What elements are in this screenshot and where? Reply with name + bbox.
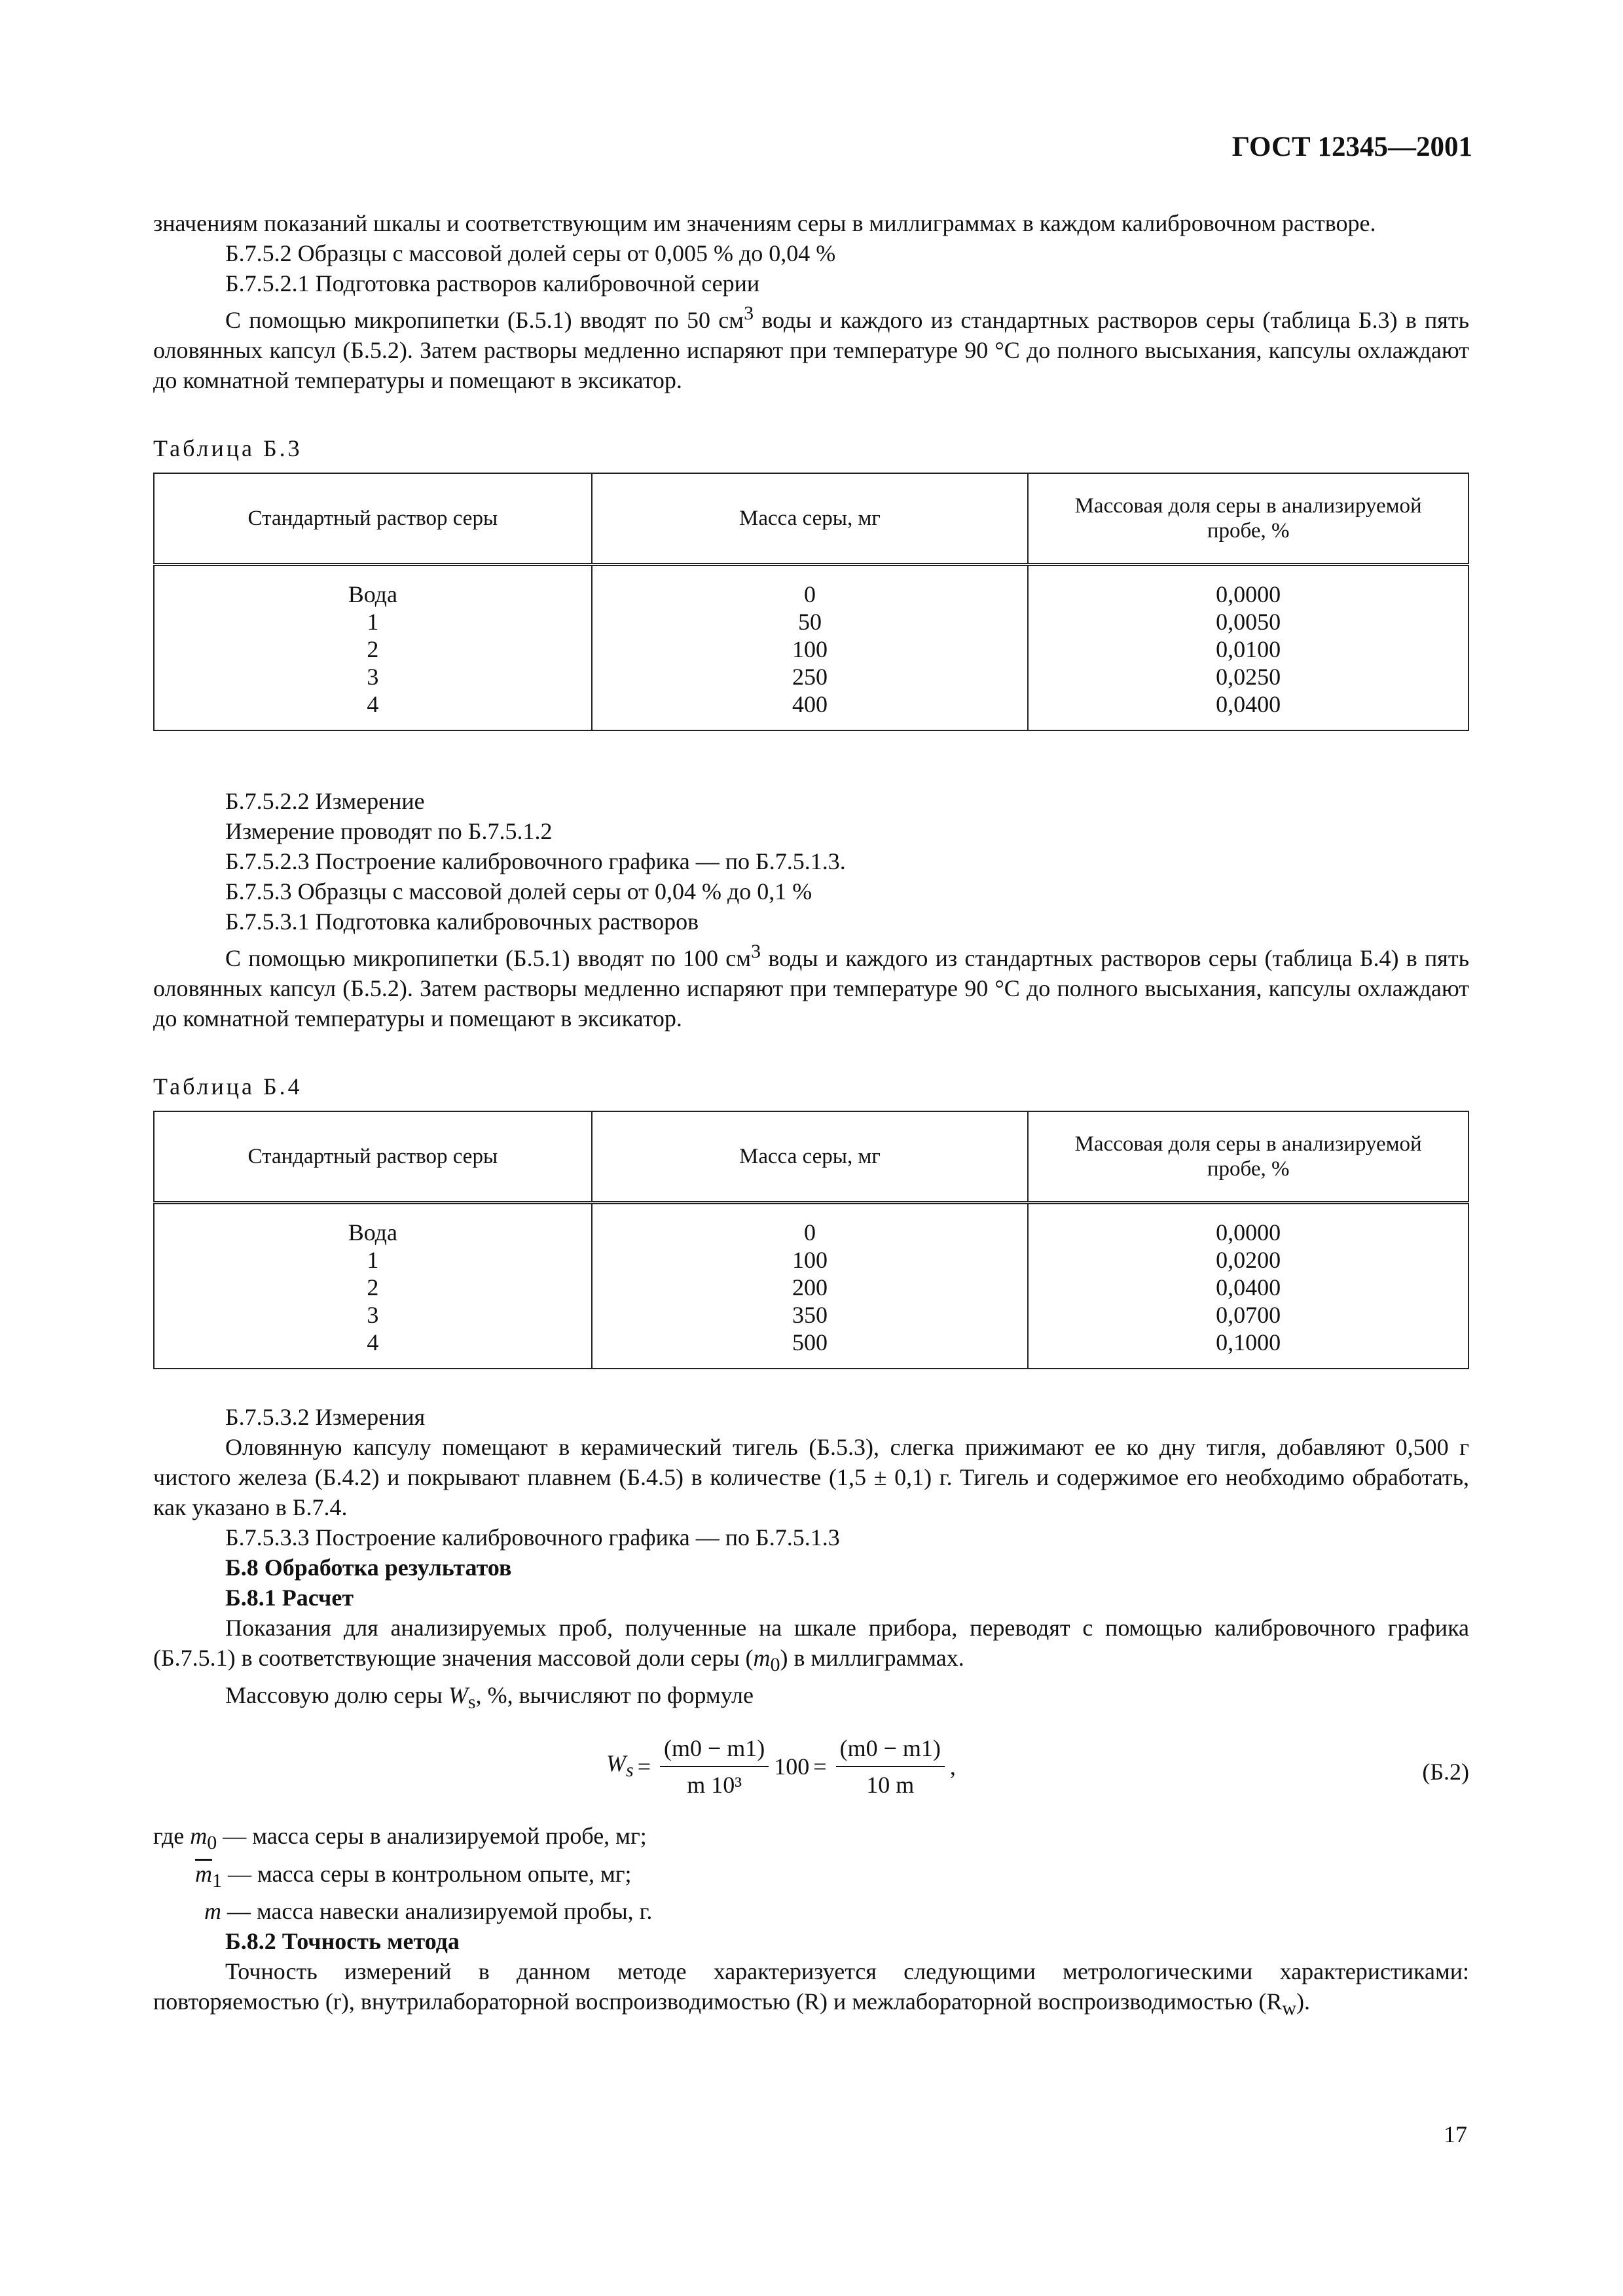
legend-m0 [153, 1821, 1469, 1858]
para1-sup: 3 [744, 302, 754, 324]
section-b7-5-3-1: Б.7.5.3.1 Подготовка калибровочных растворов [225, 908, 699, 935]
formula-comma: , [949, 1753, 956, 1780]
fraction-2-denominator: 10 m [866, 1772, 915, 1799]
section-b7-5-3: Б.7.5.3 Образцы с массовой долей серы от 0,04 % до 0,1 % [225, 878, 812, 905]
para5-sub: s [467, 1691, 476, 1713]
formula-fraction-1 [660, 1733, 769, 1800]
table-b4 [153, 1111, 1469, 1369]
para5-end: , %, вычисляют по формуле [475, 1682, 754, 1709]
table-cell: 0,0400 [1216, 1274, 1281, 1300]
table-cell: 0 [803, 581, 816, 607]
table-cell: 50 [797, 609, 822, 635]
table-cell: 0,0000 [1216, 581, 1281, 607]
legend-m1-sub: 1 [212, 1869, 222, 1892]
table-cell: 2 [367, 636, 379, 662]
table-b3-caption: Таблица Б.3 [153, 435, 302, 461]
section-b7-5-3-2: Б.7.5.3.2 Измерения [225, 1404, 426, 1430]
legend-m1 [153, 1859, 1469, 1896]
table-b3-header-mass: Масса серы, мг [592, 473, 1029, 565]
table-b4-col-solution [154, 1203, 592, 1369]
legend-m [153, 1896, 1469, 1926]
para1-start: С помощью микропипетки (Б.5.1) вводят по 50 см [225, 307, 744, 333]
para4-end: ) в миллиграммах. [780, 1645, 964, 1671]
table-b3-col-mass [592, 565, 1029, 731]
accuracy-end: ). [1296, 1988, 1311, 2015]
table-b3 [153, 473, 1469, 731]
legend-m0-text: — масса серы в анализируемой пробе, мг; [217, 1823, 647, 1850]
legend-where: где [153, 1823, 191, 1850]
preparation-paragraph-1 [153, 298, 1469, 395]
section-b7-5-2-2: Б.7.5.2.2 Измерение [225, 788, 425, 814]
formula-intro [153, 1680, 1469, 1717]
table-cell: 500 [792, 1329, 828, 1355]
legend-m-text: — масса навески анализируемой пробы, г. [221, 1897, 653, 1924]
legend-m1-text: — масса серы в контрольном опыте, мг; [222, 1860, 632, 1887]
fraction-2-numerator: (m0 − m1) [836, 1733, 945, 1767]
legend-m0-sub: 0 [207, 1832, 217, 1854]
table-cell: 0,0000 [1216, 1219, 1281, 1246]
para5-w: W [448, 1682, 468, 1709]
table-cell: 200 [792, 1274, 828, 1300]
formula-body [606, 1733, 956, 1800]
table-cell: 0,0100 [1216, 636, 1281, 662]
fraction-1-numerator: (m0 − m1) [660, 1733, 769, 1767]
legend-m1-symbol: $\overline{m}$ [195, 1860, 212, 1887]
table-b4-col-mass [592, 1203, 1029, 1369]
table-b4-col-fraction [1028, 1203, 1468, 1369]
table-cell: 0,0200 [1216, 1247, 1281, 1273]
para4-sub: 0 [770, 1654, 780, 1676]
para2-end: воды и каждого из стандартных растворов серы (таблица Б.4) в пять оловянных капсул (Б.5.2). Затем растворы медленно испаряют при температуре 90 °С до полного высыхания, капсулы охлаждают до комнатной температуры и помещают в эксикатор. [153, 945, 1470, 1031]
preparation-paragraph-2 [153, 937, 1469, 1033]
section-b7-5-3-3: Б.7.5.3.3 Построение калибровочного графика — по Б.7.5.1.3 [225, 1524, 840, 1551]
section-b7-5-2-3: Б.7.5.2.3 Построение калибровочного графика — по Б.7.5.1.3. [225, 848, 846, 874]
table-cell: 350 [792, 1302, 828, 1328]
calculation-paragraph [153, 1613, 1469, 1680]
page-content [153, 208, 1469, 2024]
fraction-1-denominator: m 10³ [687, 1772, 742, 1799]
measurement-paragraph: Оловянную капсулу помещают в керамический тигель (Б.5.3), слегка прижимают ее ко дну тигля, добавляют 0,500 г чистого железа (Б.4.2) и покрывают плавнем (Б.4.5) в количестве (1,5 ± 0,1) г. Тигель и содержимое его необходимо обработать, как указано в Б.7.4. [153, 1434, 1469, 1520]
para5-start: Массовую долю серы [225, 1682, 448, 1709]
table-cell: 4 [367, 691, 379, 717]
table-b4-header-mass: Масса серы, мг [592, 1111, 1029, 1203]
table-b3-header-solution: Стандартный раствор серы [154, 473, 592, 565]
continuation-paragraph: значениям показаний шкалы и соответствующим им значениям серы в миллиграммах в каждом калибровочном растворе. [153, 210, 1376, 236]
accuracy-paragraph [153, 1956, 1469, 2024]
table-cell: 100 [792, 636, 828, 662]
section-b8-1-heading: Б.8.1 Расчет [225, 1585, 354, 1611]
formula-number: (Б.2) [1422, 1759, 1469, 1785]
section-b8-2-heading: Б.8.2 Точность метода [225, 1928, 460, 1954]
table-cell: 0,1000 [1216, 1329, 1281, 1355]
table-cell: Вода [348, 1219, 397, 1246]
accuracy-sub: w [1282, 1997, 1297, 2019]
formula-multiplier: 100 [774, 1753, 810, 1780]
document-id-header: ГОСТ 12345—2001 [1231, 132, 1472, 162]
table-b4-header-solution: Стандартный раствор серы [154, 1111, 592, 1203]
table-cell: 1 [367, 609, 379, 635]
table-cell: 2 [367, 1274, 379, 1300]
table-cell: 0,0400 [1216, 691, 1281, 717]
table-cell: 400 [792, 691, 828, 717]
para4-m: m [753, 1645, 771, 1671]
formula-w: W [606, 1749, 626, 1776]
formula-lhs [606, 1748, 634, 1785]
para1-end: воды и каждого из стандартных растворов серы (таблица Б.3) в пять оловянных капсул (Б.5.2). Затем растворы медленно испаряют при температуре 90 °С до полного высыхания, капсулы охлаждают до комнатной температуры и помещают в эксикатор. [153, 307, 1470, 393]
table-b4-caption: Таблица Б.4 [153, 1073, 302, 1100]
formula-equals: = [637, 1753, 651, 1780]
formula-w-sub: s [626, 1759, 634, 1781]
table-b3-header-fraction: Массовая доля серы в анализируемой пробе, % [1028, 473, 1468, 565]
table-cell: Вода [348, 581, 397, 607]
table-cell: 4 [367, 1329, 379, 1355]
table-b3-col-fraction [1028, 565, 1468, 731]
para2-start: С помощью микропипетки (Б.5.1) вводят по 100 см [225, 945, 752, 971]
table-cell: 0,0250 [1216, 664, 1281, 690]
table-cell: 0 [803, 1219, 816, 1246]
section-b7-5-2-1: Б.7.5.2.1 Подготовка растворов калибровочной серии [225, 270, 760, 296]
table-cell: 0,0700 [1216, 1302, 1281, 1328]
formula-fraction-2 [836, 1733, 945, 1800]
table-cell: 250 [792, 664, 828, 690]
formula-b2 [153, 1725, 1469, 1817]
table-cell: 3 [367, 664, 379, 690]
para2-sup: 3 [751, 941, 761, 962]
measurement-text: Измерение проводят по Б.7.5.1.2 [225, 818, 553, 844]
legend-m-symbol: m [204, 1897, 221, 1924]
page-number: 17 [1444, 2121, 1467, 2147]
section-b7-5-2: Б.7.5.2 Образцы с массовой долей серы от 0,005 % до 0,04 % [225, 240, 836, 266]
table-cell: 3 [367, 1302, 379, 1328]
table-cell: 100 [792, 1247, 828, 1273]
formula-equals-2: = [813, 1753, 827, 1780]
table-cell: 0,0050 [1216, 609, 1281, 635]
table-b4-header-fraction: Массовая доля серы в анализируемой пробе, % [1028, 1111, 1468, 1203]
legend-m0-symbol: m [190, 1823, 208, 1850]
accuracy-text: Точность измерений в данном методе характеризуется следующими метрологическими характеристиками: повторяемостью (r), внутрилабораторной воспроизводимостью (R) и межлабораторной воспроизводимостью (R [153, 1958, 1469, 2015]
table-b3-col-solution [154, 565, 592, 731]
section-b8-heading: Б.8 Обработка результатов [225, 1554, 512, 1581]
table-cell: 1 [367, 1247, 379, 1273]
para4-start: Показания для анализируемых проб, полученные на шкале прибора, переводят с помощью калибровочного графика (Б.7.5.1) в соответствующие значения массовой доли серы ( [153, 1615, 1469, 1671]
